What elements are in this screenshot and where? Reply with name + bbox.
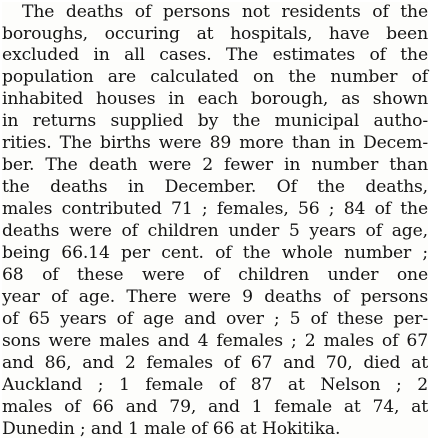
text-line: The deaths of persons not residents of the [22, 2, 428, 22]
text-line: and 86, and 2 females of 67 and 70, died at [2, 353, 428, 373]
text-line: 68 of these were of children under one [2, 265, 428, 285]
text-line: excluded in all cases. The estimates of the [2, 45, 428, 65]
text-line: inhabited houses in each borough, as shown [2, 89, 428, 109]
text-line: males of 66 and 79, and 1 female at 74, at [2, 397, 428, 417]
text-line: sons were males and 4 females ; 2 males of 67 [2, 331, 428, 351]
text-line: year of age. There were 9 deaths of persons [2, 287, 428, 307]
text-line: the deaths in December. Of the deaths, [2, 177, 428, 197]
newspaper-column [2, 2, 428, 438]
text-line: ber. The death were 2 fewer in number than [2, 155, 428, 175]
text-line: deaths were of children under 5 years of age, [2, 221, 428, 241]
text-line: population are calculated on the number of [2, 67, 428, 87]
text-line: boroughs, occuring at hospitals, have been [2, 24, 428, 44]
text-line: Auckland ; 1 female of 87 at Nelson ; 2 [2, 375, 428, 395]
text-line: being 66.14 per cent. of the whole number ; [2, 243, 428, 263]
text-line: of 65 years of age and over ; 5 of these per- [2, 309, 428, 329]
text-line: males contributed 71 ; females, 56 ; 84 of the [2, 199, 428, 219]
text-line: rities. The births were 89 more than in Decem- [2, 133, 428, 153]
text-line: in returns supplied by the municipal autho- [2, 111, 428, 131]
text-line: Dunedin ; and 1 male of 66 at Hokitika. [2, 419, 341, 439]
